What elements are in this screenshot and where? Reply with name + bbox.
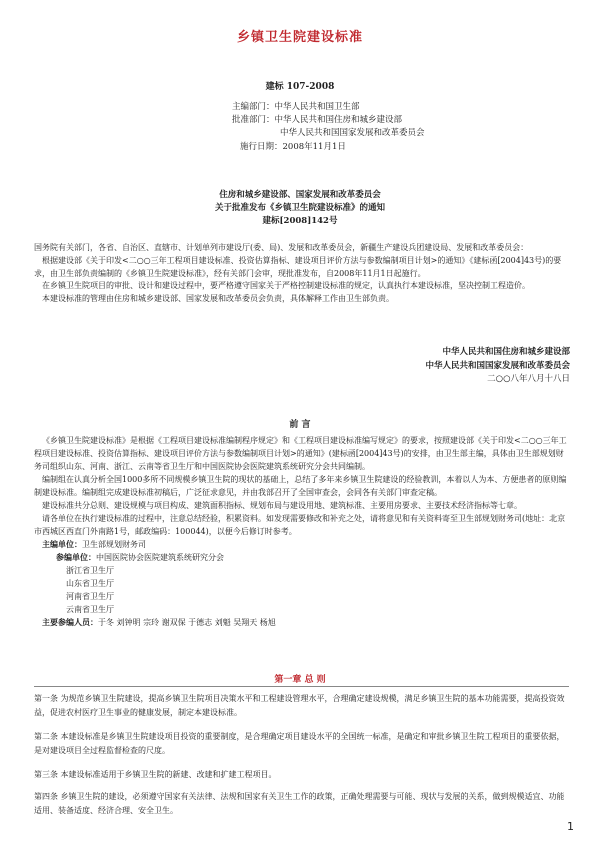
- people-label: 主要参编人员：: [42, 617, 98, 627]
- preface-paragraph: 请各单位在执行建设标准的过程中，注意总结经验，积累资料。如发现需要修改和补充之处，请将意见和有关资料寄至卫生部规划财务司(地址：北京市西城区西直门外南路1号，邮政编码：100044)，以便今后修订时参考。: [34, 514, 566, 536]
- meta-approve-2: 中华人民共和国国家发展和改革委员会: [280, 128, 425, 139]
- notice-paragraph: 国务院有关部门，各省、自治区、直辖市、计划单列市建设厅(委、局)、发展和改革委员会，新疆生产建设兵团建设局、发展和改革委员会：: [34, 243, 529, 252]
- article-3: 第三条 本建设标准适用于乡镇卫生院的新建、改建和扩建工程项目。: [34, 770, 277, 779]
- part-unit-label: 参编单位：: [56, 552, 96, 562]
- people-row: [34, 616, 569, 629]
- preface-paragraph: 《乡镇卫生院建设标准》是根据《工程项目建设标准编制程序规定》和《工程项目建设标准编写规定》的要求，按照建设部《关于印发<二○○三年工程项目建设标准、投资估算指标、建设项目评价方法与参数编制项目计划>的通知》(建标函[2004]43号)的安排，由卫生部主编，具体由卫生部规划财务司组织山东、河南、浙江、云南等省卫生厅和中国医院协会医院建筑系统研究分会共同编制。: [34, 436, 567, 471]
- notice-body: [34, 242, 569, 306]
- part-unit-value: 中国医院协会医院建筑系统研究分会: [96, 553, 224, 562]
- signature-date: 二○○八年八月十八日: [487, 374, 570, 384]
- preface-paragraph: 建设标准共分总则、建设规模与项目构成、建筑面积指标、规划布局与建设用地、建筑标准、主要用房要求、主要技术经济指标等七章。: [42, 501, 522, 510]
- notice-paragraph: 根据建设部《关于印发<二○○三年工程项目建设标准、投资估算指标、建设项目评价方法与参数编制项目计划>的通知》《建标函[2004]43号)的要求，由卫生部负责编制的《乡镇卫生院建设标准》，经有关部门会审，现批准发布，自2008年11月1日起施行。: [34, 255, 562, 278]
- preface-body: [34, 434, 569, 629]
- meta-approve-1: 批准部门：中华人民共和国住房和城乡建设部: [232, 115, 403, 126]
- chief-unit-label: 主编单位：: [42, 539, 82, 549]
- chief-unit-row: [34, 538, 569, 551]
- chapter-title: 第一章 总 则: [274, 675, 326, 685]
- chapter-divider: [34, 686, 569, 687]
- standard-number: 建标 107-2008: [265, 82, 335, 92]
- people-value: 于冬 刘钟明 宗玲 谢双保 于德志 刘魁 吴翔天 杨旭: [98, 618, 276, 627]
- part-unit-row: [34, 551, 569, 564]
- document-title: 乡镇卫生院建设标准: [236, 30, 363, 45]
- notice-paragraph: 本建设标准的管理由住房和城乡建设部、国家发展和改革委员会负责，具体解释工作由卫生部负责。: [42, 294, 394, 304]
- notice-signature: [425, 346, 570, 387]
- part-unit-item: 浙江省卫生厅: [66, 566, 114, 575]
- meta-block: [232, 101, 425, 154]
- article-4: 第四条 乡镇卫生院的建设，必须遵守国家有关法律、法规和国家有关卫生工作的政策，正确处理需要与可能、现状与发展的关系，做到规模适宜、功能适用、装备适度、经济合理、安全卫生。: [34, 792, 565, 815]
- chief-unit-value: 卫生部规划财务司: [82, 540, 146, 549]
- notice-title-line-3: 建标[2008]142号: [262, 216, 338, 226]
- signature-ministry-2: 中华人民共和国国家发展和改革委员会: [425, 360, 570, 371]
- article-1: 第一条 为规范乡镇卫生院建设，提高乡镇卫生院项目决策水平和工程建设管理水平，合理确定建设规模，满足乡镇卫生院的基本功能需要，提高投资效益，促进农村医疗卫生事业的健康发展，制定本建设标准。: [34, 694, 565, 717]
- notice-paragraph: 在乡镇卫生院项目的审批、设计和建设过程中，要严格遵守国家关于严格控制建设标准的规定，认真执行本建设标准，坚决控制工程造价。: [42, 281, 530, 291]
- part-unit-item: 河南省卫生厅: [66, 592, 114, 601]
- page-number: 1: [567, 820, 574, 833]
- meta-chief: 主编部门：中华人民共和国卫生部: [232, 102, 360, 112]
- meta-effective: 施行日期：2008年11月1日: [240, 141, 346, 152]
- part-unit-item: 山东省卫生厅: [66, 579, 114, 588]
- preface-paragraph: 编制组在认真分析全国1000多所不同规模乡镇卫生院的现状的基础上，总结了多年来乡镇卫生院建设的经验教训，本着以人为本、方便患者的原则编制建设标准。编制组完成建设标准初稿后，广泛征求意见，并由我部召开了全国审查会，会同各有关部门审查定稿。: [34, 475, 567, 497]
- part-unit-item: 云南省卫生厅: [66, 605, 114, 614]
- article-2: 第二条 本建设标准是乡镇卫生院建设项目投资的重要制度，是合理确定项目建设水平的全国统一标准，是确定和审批乡镇卫生院工程项目的重要依据，是对建设项目全过程监督检查的尺度。: [34, 732, 565, 755]
- preface-title: 前 言: [289, 420, 311, 430]
- notice-title-line-2: 关于批准发布《乡镇卫生院建设标准》的通知: [214, 203, 385, 213]
- notice-title: [0, 189, 600, 228]
- notice-title-line-1: 住房和城乡建设部、国家发展和改革委员会: [219, 190, 381, 200]
- signature-ministry-1: 中华人民共和国住房和城乡建设部: [442, 347, 570, 357]
